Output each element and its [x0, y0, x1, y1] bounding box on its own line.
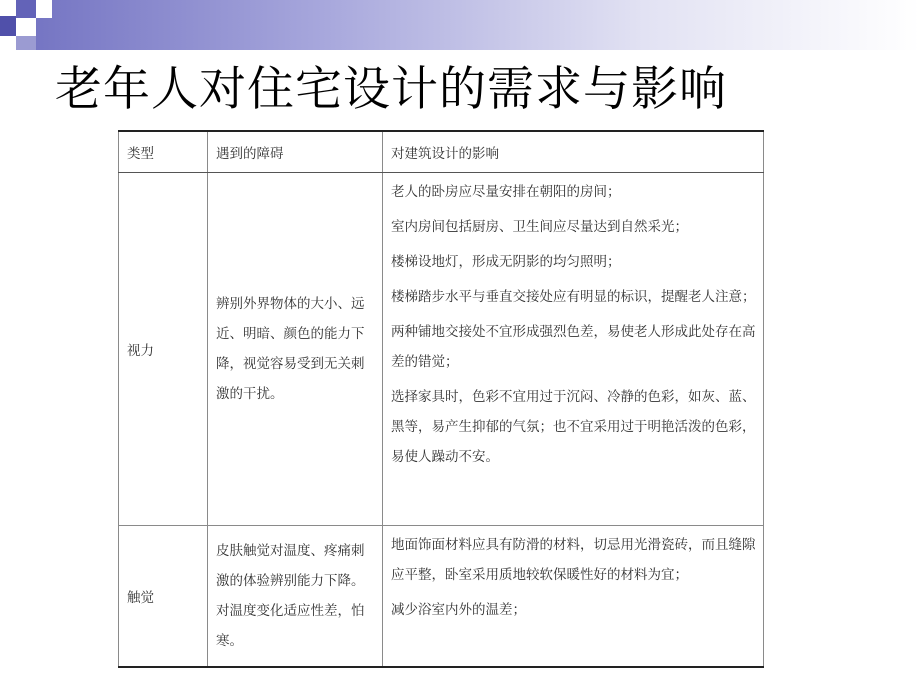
row-obstacle: 皮肤触觉对温度、疼痛刺激的体验辨别能力下降。对温度变化适应性差，怕寒。 [208, 526, 383, 668]
corner-square [0, 0, 16, 16]
corner-square [36, 0, 52, 18]
row-effects [383, 526, 764, 668]
page-title: 老年人对住宅设计的需求与影响 [55, 62, 727, 117]
corner-square [0, 36, 16, 54]
table-row [119, 526, 764, 668]
header-obstacle: 遇到的障碍 [208, 131, 383, 173]
row-type: 触觉 [119, 526, 208, 668]
row-obstacle: 辨别外界物体的大小、远近、明暗、颜色的能力下降，视觉容易受到无关刺激的干扰。 [208, 173, 383, 526]
table-caption-cutoff [250, 104, 630, 118]
corner-square [16, 0, 36, 18]
effect-item: 两种铺地交接处不宜形成强烈色差，易使老人形成此处存在高差的错觉； [391, 324, 756, 370]
header-type: 类型 [119, 131, 208, 173]
corner-square [16, 18, 36, 36]
table-row [119, 173, 764, 526]
effect-item: 室内房间包括厨房、卫生间应尽量达到自然采光； [391, 219, 688, 235]
corner-square [16, 36, 36, 50]
table-header-row [119, 131, 764, 173]
effect-item: 楼梯设地灯，形成无阴影的均匀照明； [391, 254, 621, 270]
header-decoration [0, 0, 920, 50]
header-effect: 对建筑设计的影响 [383, 131, 764, 173]
row-effects [383, 173, 764, 526]
corner-square [0, 16, 16, 36]
requirements-table [118, 130, 764, 668]
effect-item: 地面饰面材料应具有防滑的材料，切忌用光滑瓷砖，而且缝隙应平整，卧室采用质地较软保暖性好的材料为宜； [391, 537, 756, 583]
effect-item: 减少浴室内外的温差； [391, 602, 526, 618]
row-type: 视力 [119, 173, 208, 526]
effect-item: 选择家具时，色彩不宜用过于沉闷、冷静的色彩，如灰、蓝、黑等，易产生抑郁的气氛；也不宜采用过于明艳活泼的色彩，易使人躁动不安。 [391, 389, 756, 465]
effect-item: 老人的卧房应尽量安排在朝阳的房间； [391, 184, 621, 200]
effect-item: 楼梯踏步水平与垂直交接处应有明显的标识，提醒老人注意； [391, 289, 756, 305]
